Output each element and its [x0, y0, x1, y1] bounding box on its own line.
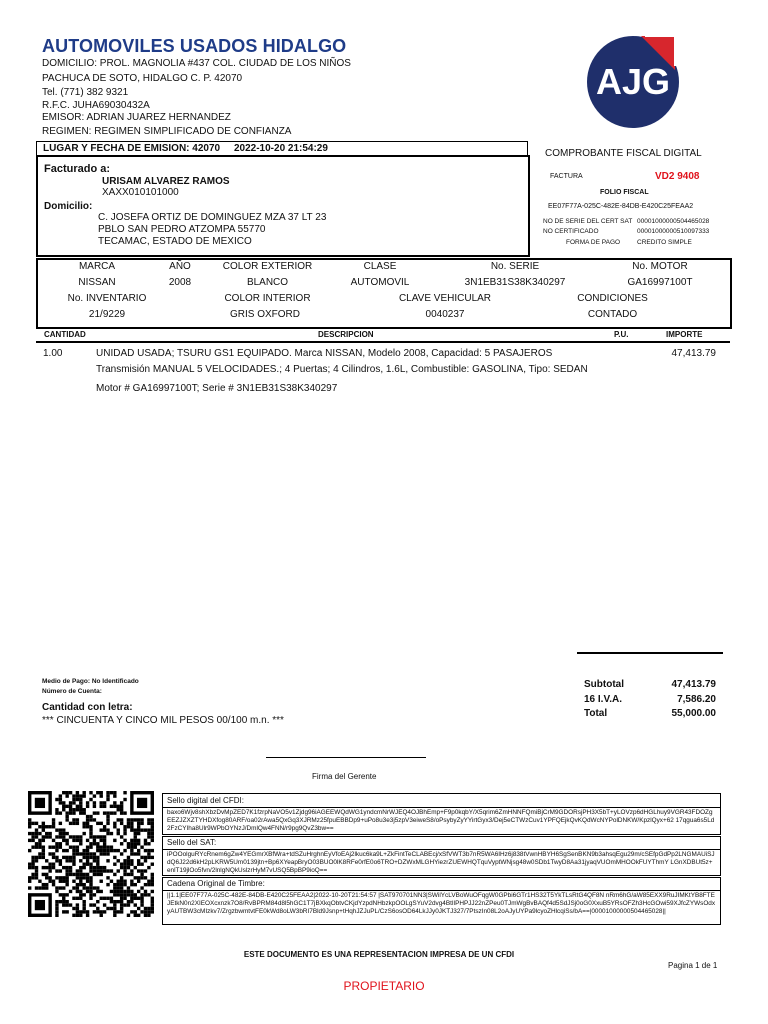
items-header-cantidad: CANTIDAD	[44, 330, 86, 339]
client-rfc: XAXX010101000	[102, 187, 179, 198]
company-city-line: PACHUCA DE SOTO, HIDALGO C. P. 42070	[42, 73, 243, 84]
signature-line	[266, 757, 426, 758]
vehicle-color-interior: GRIS OXFORD	[229, 309, 300, 320]
vehicle-header-color-exterior: COLOR EXTERIOR	[222, 261, 313, 272]
vehicle-header-serie: No. SERIE	[490, 261, 540, 272]
sello-sat-box	[162, 836, 721, 876]
company-regimen: REGIMEN: REGIMEN SIMPLIFICADO DE CONFIANZA	[42, 126, 292, 137]
cert-value: 00001000000510097333	[637, 228, 710, 235]
qr-code	[28, 791, 154, 917]
sello-cfdi-text: baxo6Wjv8shXbzDvMpZED7K1fzrpNaVO5v1Zjdg96iAGEEWQdWG1yndcmNrWJEQ4OJBhEmp+F9p0kqbY/X5qrim6ZmHNNFQmiBjCrM9GDORsjPH3X5bT+yLOVzp6dHGLhuy9VGR43FDOZgEEZJZXZTYHDXfog80ARF/oa02rAwa5QxGq3XJRMz25fpuEBBDp9+uPo8u3e3j5zpV3eiweS8/oPsybyZyYYirtGyx3/Dej5eCTWzCuv1YPFQEjkQvKQdWcNYPolDNKW/KpzlQyx+62 17qgua6s5Ld2FzCYIha8Ulr9WPbOYNzJ/DmlQw4FNN/r9pg9QvZ3bw==	[163, 807, 720, 834]
company-emisor: EMISOR: ADRIAN JUAREZ HERNANDEZ	[42, 112, 231, 123]
vehicle-condiciones: CONTADO	[587, 309, 638, 320]
numero-cuenta: Número de Cuenta:	[42, 688, 102, 695]
subtotal-label: Subtotal	[584, 679, 624, 690]
item-cantidad: 1.00	[43, 348, 63, 359]
folio-fiscal-label: FOLIO FISCAL	[600, 189, 649, 196]
vehicle-header-clave: CLAVE VEHICULAR	[398, 293, 492, 304]
cfdi-representation-note: ESTE DOCUMENTO ES UNA REPRESENTACION IMPRESA DE UN CFDI	[243, 950, 515, 959]
totals-divider	[577, 652, 723, 654]
items-header-pu: P.U.	[614, 330, 629, 339]
vehicle-header-ano: AÑO	[169, 261, 191, 272]
factura-value: VD2 9408	[655, 171, 700, 182]
company-phone: Tel. (771) 382 9321	[42, 87, 129, 98]
forma-pago-label: FORMA DE PAGO	[566, 239, 621, 246]
cadena-original-text: ||1.1|EE07F77A-025C-482E-84DB-E420C25FEAA2|2022-10-20T21:54:57 |SAT970701NN3|SWilYcLVBoWuOFqgW0GPbi6GTr1HS32T5YkTLsRtG4QF8N nRm6hG/aW85EXX9RuJIMKtYB8FTEJEtkN0n2XIEOXcxnzk7O8/RvBPRM84d8l5hGC1T7jBXkqObtvCKjdYzpdNHbzkpOOLgSYuV2dvg4BtIlPHPJJ22nZPeu0TJmWgBvBAQf4d5SdJSj0oG0XxuB5YRsOFZh3HcGOwi59XJfcZYWsOdxyAUTBW3cMIzkv7/ZrgzbwmtvtFE0kWd8oLW3bRI7Bld9Jsnp+tHqhJZJuPL/CzS6osOD64LkJJy0JKTJ327/7PtszIn08L2oAJyUYPa9lcyoZHlcqiSs/bA==|00001000000504465028||	[163, 890, 720, 917]
folio-fiscal-value: EE07F77A-025C-482E-84DB-E420C25FEAA2	[548, 203, 694, 210]
vehicle-serie: 3N1EB31S38K340297	[464, 277, 566, 288]
vehicle-header-color-interior: COLOR INTERIOR	[224, 293, 311, 304]
sello-sat-text: iPOOolguRYcRnem6gZw4YEGmrXBfWra+tdSZuHrghnEyVfoEAj2lkuc6ka9L+ZkFintTeCLABEcj/xSfVWT3b7nR5WA6IHz6j838tVwnHBYH6SgSenBKN9b3ahsqEgu29m/cSEfpGdPp2LNGMAUiSJdQ6J22d6kH2pLKRW5Um0139jtn+Bp6XYeapBryO03BUO0lK8RFe0rfE0o6TRO+DZWxMLGHYiezrZUEWHQTquVyptWNjsg48w0SDb1TwyD8Aa31jyaqVUOmMHOOkFUYThmY LGnXDBUt5z+enlT19jlOo5fvn/2lnlgNQkUslzrHyM7vUSQ5BpBP9ioQ==	[163, 849, 720, 876]
client-box	[36, 155, 530, 257]
cadena-original-box	[162, 877, 721, 925]
client-address-line: TECAMAC, ESTADO DE MEXICO	[98, 236, 252, 247]
vehicle-clase: AUTOMOVIL	[350, 277, 410, 288]
page-number: Pagina 1 de 1	[668, 961, 718, 970]
item-importe: 47,413.79	[671, 348, 716, 359]
company-rfc: R.F.C. JUHA69030432A	[42, 100, 150, 111]
vehicle-clave: 0040237	[425, 309, 465, 320]
company-name: AUTOMOVILES USADOS HIDALGO	[42, 36, 347, 56]
cert-label: NO CERTIFICADO	[543, 228, 599, 235]
signature-label: Firma del Gerente	[312, 772, 377, 781]
item-description-line: Motor # GA16997100T; Serie # 3N1EB31S38K340297	[96, 383, 338, 394]
vehicle-inventario: 21/9229	[88, 309, 126, 320]
cantidad-letra-label: Cantidad con letra:	[42, 702, 133, 713]
item-description-line: Transmisión MANUAL 5 VELOCIDADES.; 4 Puertas; 4 Cilindros, 1.6L, Combustible: GASOLINA, Tipo: SEDAN	[96, 364, 588, 375]
sello-cfdi-box	[162, 793, 721, 835]
client-name: URISAM ALVAREZ RAMOS	[102, 176, 230, 187]
cfd-title: COMPROBANTE FISCAL DIGITAL	[545, 148, 702, 159]
vehicle-header-motor: No. MOTOR	[632, 261, 688, 272]
vehicle-ano: 2008	[168, 277, 192, 288]
sello-cfdi-title: Sello digital del CFDI:	[167, 796, 244, 805]
sello-sat-title: Sello del SAT:	[167, 838, 217, 847]
cantidad-letra: *** CINCUENTA Y CINCO MIL PESOS 00/100 m.n. ***	[42, 715, 284, 726]
facturado-label: Facturado a:	[44, 163, 111, 175]
subtotal-value: 47,413.79	[671, 679, 716, 690]
cert-sat-label: NO DE SERIE DEL CERT SAT	[543, 218, 633, 225]
medio-pago: Medio de Pago: No Identificado	[42, 678, 139, 685]
item-description-line: UNIDAD USADA; TSURU GS1 EQUIPADO. Marca NISSAN, Modelo 2008, Capacidad: 5 PASAJEROS	[96, 348, 553, 359]
ajg-logo	[583, 30, 683, 130]
client-address-line: PBLO SAN PEDRO ATZOMPA 55770	[98, 224, 266, 235]
total-label: Total	[584, 708, 608, 719]
vehicle-marca: NISSAN	[78, 277, 116, 288]
vehicle-header-condiciones: CONDICIONES	[577, 293, 648, 304]
vehicle-header-clase: CLASE	[363, 261, 397, 272]
owner-label: PROPIETARIO	[343, 979, 425, 993]
emission-place-date: LUGAR Y FECHA DE EMISION: 42070 2022-10-20 21:54:29	[43, 143, 328, 154]
vehicle-color-exterior: BLANCO	[246, 277, 289, 288]
total-value: 55,000.00	[671, 708, 716, 719]
logo-text: AJG	[595, 61, 671, 102]
iva-value: 7,586.20	[677, 694, 716, 705]
vehicle-motor: GA16997100T	[627, 277, 693, 288]
cadena-original-title: Cadena Original de Timbre:	[167, 879, 265, 888]
client-address-line: C. JOSEFA ORTIZ DE DOMINGUEZ MZA 37 LT 23	[98, 212, 327, 223]
iva-label: 16 I.V.A.	[584, 694, 622, 705]
items-header-divider	[36, 341, 730, 343]
items-header-importe: IMPORTE	[666, 330, 703, 339]
domicilio-label: Domicilio:	[44, 201, 93, 212]
cert-sat-value: 00001000000504465028	[637, 218, 710, 225]
factura-label: FACTURA	[550, 173, 583, 180]
items-header-descripcion: DESCRIPCION	[318, 330, 374, 339]
vehicle-header-marca: MARCA	[78, 261, 116, 272]
company-address-line: DOMICILIO: PROL. MAGNOLIA #437 COL. CIUDAD DE LOS NIÑOS	[42, 58, 351, 69]
forma-pago-value: CREDITO SIMPLE	[637, 239, 692, 246]
vehicle-header-inventario: No. INVENTARIO	[67, 293, 147, 304]
